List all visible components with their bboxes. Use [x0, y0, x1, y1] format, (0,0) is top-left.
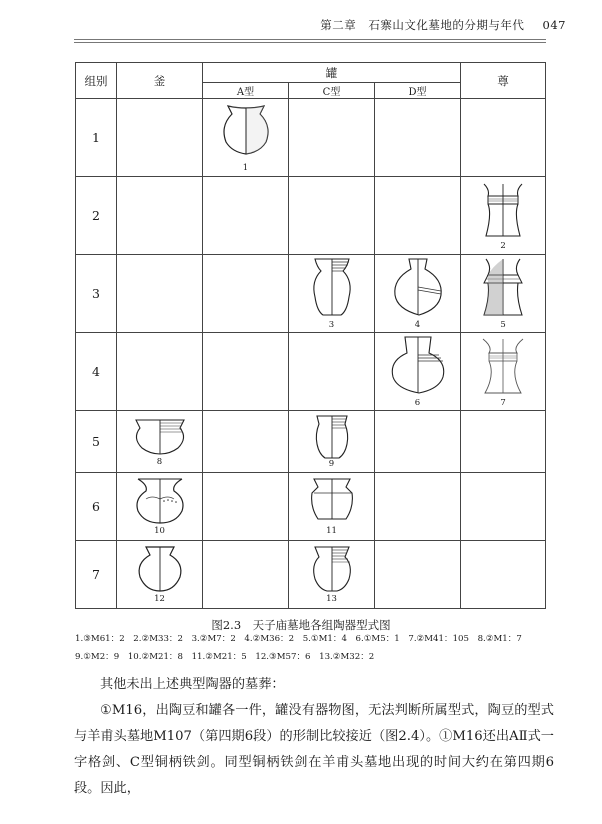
- jar-drawing: [389, 257, 447, 321]
- body-paragraph-1: 其他未出上述典型陶器的墓葬：: [100, 677, 285, 692]
- cell-fu: [117, 333, 203, 411]
- figure-caption: 图2.3 天子庙墓地各组陶器型式图: [211, 618, 391, 632]
- header-fu: 釜: [117, 63, 203, 99]
- header-zun: 尊: [461, 63, 546, 99]
- fu-drawing: [130, 416, 190, 458]
- header-rule-top: [74, 39, 546, 40]
- cell-guan-c: [289, 473, 375, 541]
- running-header: [0, 17, 566, 33]
- cell-guan-d: [375, 541, 461, 609]
- cell-zun: [461, 473, 546, 541]
- cell-guan-a: [203, 411, 289, 473]
- figure-number: 6: [414, 398, 421, 408]
- group-number: 5: [76, 411, 117, 473]
- group-number: 4: [76, 333, 117, 411]
- fu-drawing: [130, 477, 190, 527]
- cell-fu: [117, 473, 203, 541]
- cell-guan-a: [203, 541, 289, 609]
- figure-number: 1: [242, 163, 249, 173]
- header-chapter: 第二章: [320, 18, 357, 32]
- figure-number: 8: [156, 457, 163, 467]
- table-row: [76, 99, 546, 177]
- figure-number: 7: [500, 398, 506, 408]
- header-guan-type-c: C型: [289, 83, 375, 99]
- jar-drawing: [307, 545, 357, 595]
- cell-zun: [461, 177, 546, 255]
- group-number: 1: [76, 99, 117, 177]
- group-number: 6: [76, 473, 117, 541]
- cell-guan-a: [203, 255, 289, 333]
- cell-guan-d: [375, 177, 461, 255]
- figure-number: 2: [500, 241, 506, 251]
- table-row: [76, 255, 546, 333]
- table-row: [76, 411, 546, 473]
- cell-guan-d: [375, 333, 461, 411]
- body-paragraph-2: ①M16，出陶豆和罐各一件，罐没有器物图，无法判断所属型式，陶豆的型式与羊甫头墓地M107（第四期6段）的形制比较接近（图2.4）。①M16还出AⅡ式一字格剑、C型铜柄铁剑。同型铜柄铁剑在羊甫头墓地出现的时间大约在第四期6段。因此，: [74, 703, 554, 796]
- group-number: 7: [76, 541, 117, 609]
- jar-drawing: [309, 414, 355, 460]
- figure-number: 10: [154, 526, 165, 536]
- group-number: 2: [76, 177, 117, 255]
- cell-guan-d: [375, 473, 461, 541]
- figure-number: 12: [154, 594, 165, 604]
- cell-guan-d: [375, 255, 461, 333]
- cell-fu: [117, 255, 203, 333]
- page-number: 047: [542, 18, 566, 32]
- cell-zun: [461, 255, 546, 333]
- cell-guan-c: [289, 411, 375, 473]
- group-number: 3: [76, 255, 117, 333]
- cell-zun: [461, 411, 546, 473]
- cell-guan-d: [375, 411, 461, 473]
- cell-zun: [461, 333, 546, 411]
- cell-guan-c: [289, 99, 375, 177]
- figure-number: 11: [326, 526, 337, 536]
- cell-zun: [461, 541, 546, 609]
- table-row: [76, 541, 546, 609]
- zun-drawing: [477, 335, 529, 399]
- jar-drawing: [307, 257, 357, 321]
- cell-fu: [117, 177, 203, 255]
- header-rule-bottom: [74, 42, 546, 43]
- cell-fu: [117, 541, 203, 609]
- cell-guan-a: [203, 333, 289, 411]
- cell-guan-c: [289, 255, 375, 333]
- cell-guan-a: [203, 473, 289, 541]
- cell-fu: [117, 411, 203, 473]
- cell-guan-a: [203, 177, 289, 255]
- header-guan: 罐: [203, 63, 461, 83]
- cell-guan-a: [203, 99, 289, 177]
- cell-fu: [117, 99, 203, 177]
- cell-guan-c: [289, 541, 375, 609]
- cell-guan-c: [289, 333, 375, 411]
- header-group: 组别: [76, 63, 117, 99]
- cell-guan-c: [289, 177, 375, 255]
- pottery-type-table: [75, 62, 546, 609]
- cell-zun: [461, 99, 546, 177]
- zun-drawing: [478, 257, 528, 321]
- header-title: 石寨山文化墓地的分期与年代: [368, 18, 525, 32]
- fu-drawing: [130, 545, 190, 595]
- table-row: [76, 333, 546, 411]
- figure-number: 4: [414, 320, 421, 330]
- table-row: [76, 177, 546, 255]
- cell-guan-d: [375, 99, 461, 177]
- jar-drawing: [306, 477, 358, 527]
- figure-notes-line-1: 1.③M61：2 2.②M33：2 3.②M7：2 4.②M36：2 5.①M1：4 6.①M5：1 7.②M41：105 8.②M1：7: [75, 634, 522, 644]
- header-guan-type-a: A型: [203, 83, 289, 99]
- figure-number: 3: [328, 320, 335, 330]
- figure-number: 9: [328, 459, 335, 469]
- zun-drawing: [478, 180, 528, 242]
- table-row: [76, 473, 546, 541]
- header-guan-type-d: D型: [375, 83, 461, 99]
- jar-drawing: [387, 335, 449, 399]
- jar-drawing: [216, 102, 276, 164]
- figure-number: 13: [326, 594, 337, 604]
- figure-notes-line-2: 9.①M2：9 10.②M21：8 11.②M21：5 12.③M57：6 13.②M32：2: [75, 652, 375, 662]
- figure-number: 5: [500, 320, 506, 330]
